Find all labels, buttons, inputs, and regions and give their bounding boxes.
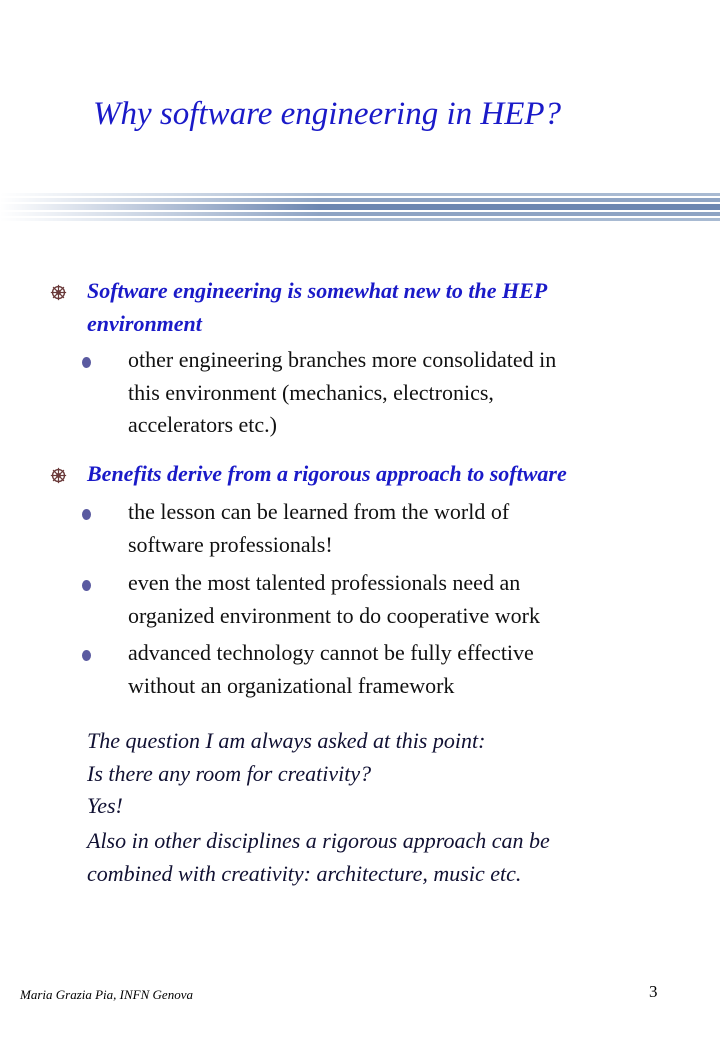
question-line: The question I am always asked at this point: [87,728,486,753]
closing-line: combined with creativity: architecture, music etc. [87,861,522,886]
section-heading-line: environment [87,311,202,336]
decorative-stripes [0,193,720,223]
dot-icon [82,650,91,661]
list-item-line: software professionals! [128,532,333,557]
list-item-line: without an organizational framework [128,673,455,698]
list-item-line: organized environment to do cooperative work [128,603,540,628]
dot-icon [82,509,91,520]
list-item-line: accelerators etc.) [128,412,277,437]
list-item-line: even the most talented professionals need an [128,570,521,595]
answer: Yes! [87,793,123,818]
list-item-line: advanced technology cannot be fully effective [128,640,534,665]
dot-icon [82,580,91,591]
section-heading-line: Benefits derive from a rigorous approach to software [87,461,567,486]
dharma-wheel-icon [50,467,67,484]
list-item-line: other engineering branches more consolidated in [128,347,557,372]
page-title: Why software engineering in HEP? [93,96,562,132]
question-line: Is there any room for creativity? [87,761,372,786]
footer-author: Maria Grazia Pia, INFN Genova [20,987,193,1002]
dharma-wheel-icon [50,284,67,301]
list-item-line: this environment (mechanics, electronics, [128,380,494,405]
section-heading-line: Software engineering is somewhat new to the HEP [87,278,548,303]
list-item-line: the lesson can be learned from the world of [128,499,510,524]
dot-icon [82,357,91,368]
closing-line: Also in other disciplines a rigorous approach can be [87,828,550,853]
page-number: 3 [649,982,658,1001]
